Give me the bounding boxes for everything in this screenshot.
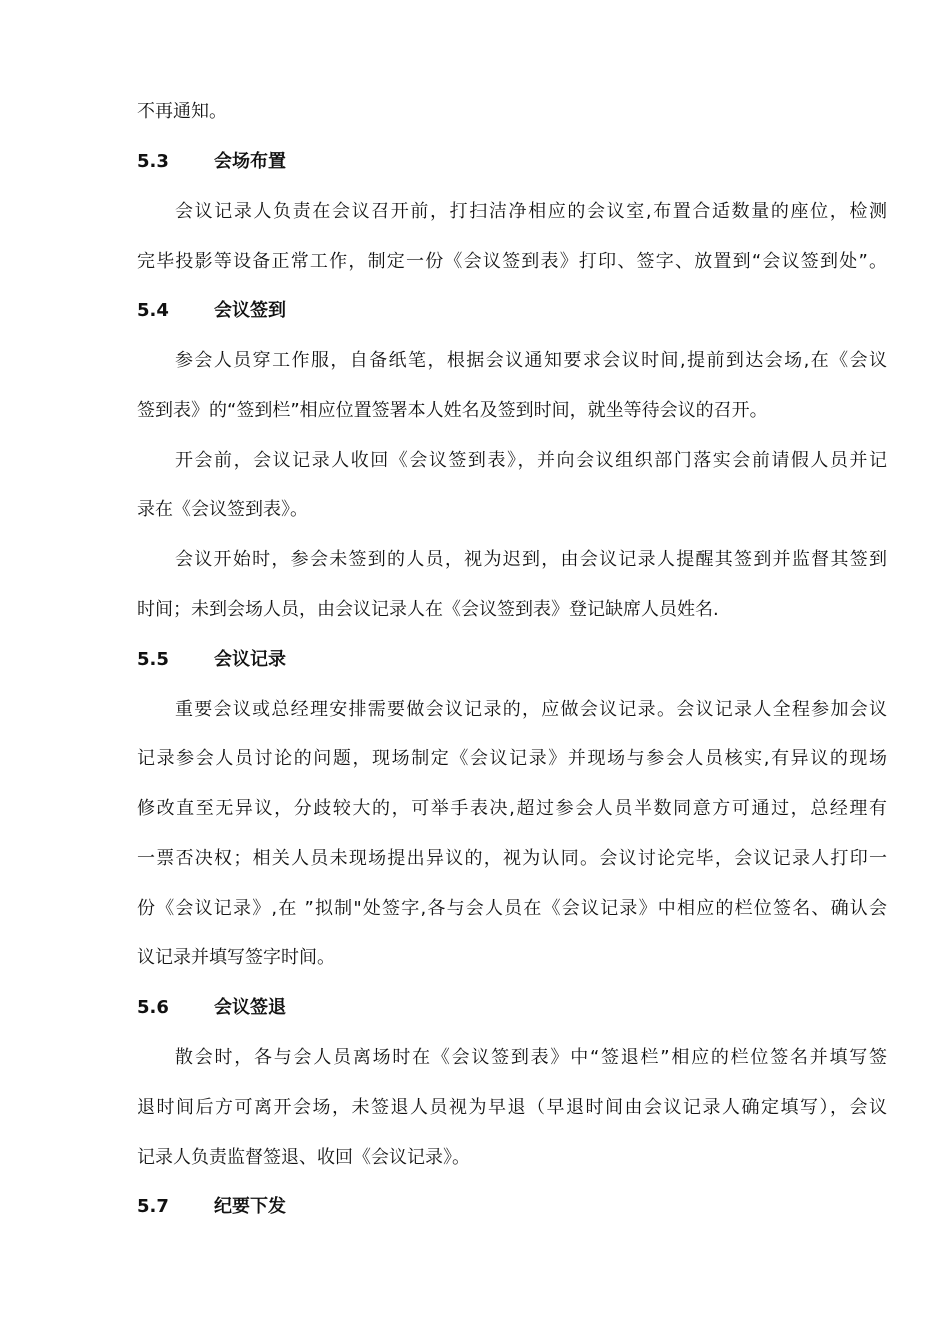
section-heading-5-6 xyxy=(137,996,286,1020)
body-text-line: 参会人员穿工作服，自备纸笔，根据会议通知要求会议时间,提前到达会场,在《会议 xyxy=(175,350,887,371)
section-title: 会议记录 xyxy=(214,649,286,670)
section-number: 5.4 xyxy=(137,300,169,321)
section-title: 会场布置 xyxy=(214,151,286,172)
section-title: 会议签退 xyxy=(214,997,286,1018)
section-heading-5-3 xyxy=(137,150,286,174)
section-number: 5.7 xyxy=(137,1196,169,1217)
body-text-line: 会议开始时，参会未签到的人员，视为迟到，由会议记录人提醒其签到并监督其签到 xyxy=(175,549,887,570)
section-title: 纪要下发 xyxy=(214,1196,286,1217)
body-text-line: 份《会议记录》,在 ”拟制"处签字,各与会人员在《会议记录》中相应的栏位签名、确认会 xyxy=(137,898,887,919)
body-text-line: 散会时，各与会人员离场时在《会议签到表》中“签退栏”相应的栏位签名并填写签 xyxy=(175,1047,887,1068)
body-text-line: 记录人负责监督签退、收回《会议记录》。 xyxy=(137,1147,470,1168)
body-text-line: 完毕投影等设备正常工作，制定一份《会议签到表》打印、签字、放置到“会议签到处”。 xyxy=(137,251,887,272)
section-number: 5.3 xyxy=(137,151,169,172)
section-title: 会议签到 xyxy=(214,300,286,321)
body-text-line: 议记录并填写签字时间。 xyxy=(137,947,335,968)
section-heading-5-5 xyxy=(137,648,286,672)
body-text-line: 时间；未到会场人员，由会议记录人在《会议签到表》登记缺席人员姓名. xyxy=(137,599,719,620)
section-number: 5.5 xyxy=(137,649,169,670)
body-text-line: 不再通知。 xyxy=(137,101,227,122)
section-heading-5-4 xyxy=(137,299,286,323)
body-text-line: 修改直至无异议，分歧较大的，可举手表决,超过参会人员半数同意方可通过，总经理有 xyxy=(137,798,887,819)
body-text-line: 签到表》的“签到栏”相应位置签署本人姓名及签到时间，就坐等待会议的召开。 xyxy=(137,400,768,421)
body-text-line: 会议记录人负责在会议召开前，打扫洁净相应的会议室,布置合适数量的座位，检测 xyxy=(175,201,887,222)
body-text-line: 开会前，会议记录人收回《会议签到表》，并向会议组织部门落实会前请假人员并记 xyxy=(175,450,887,471)
body-text-line: 重要会议或总经理安排需要做会议记录的，应做会议记录。会议记录人全程参加会议 xyxy=(175,699,887,720)
body-text-line: 记录参会人员讨论的问题，现场制定《会议记录》并现场与参会人员核实,有异议的现场 xyxy=(137,748,887,769)
body-text-line: 录在《会议签到表》。 xyxy=(137,499,308,520)
body-text-line: 一票否决权；相关人员未现场提出异议的，视为认同。会议讨论完毕，会议记录人打印一 xyxy=(137,848,887,869)
body-text-line: 退时间后方可离开会场，未签退人员视为早退（早退时间由会议记录人确定填写），会议 xyxy=(137,1097,887,1118)
section-heading-5-7 xyxy=(137,1195,286,1219)
section-number: 5.6 xyxy=(137,997,169,1018)
